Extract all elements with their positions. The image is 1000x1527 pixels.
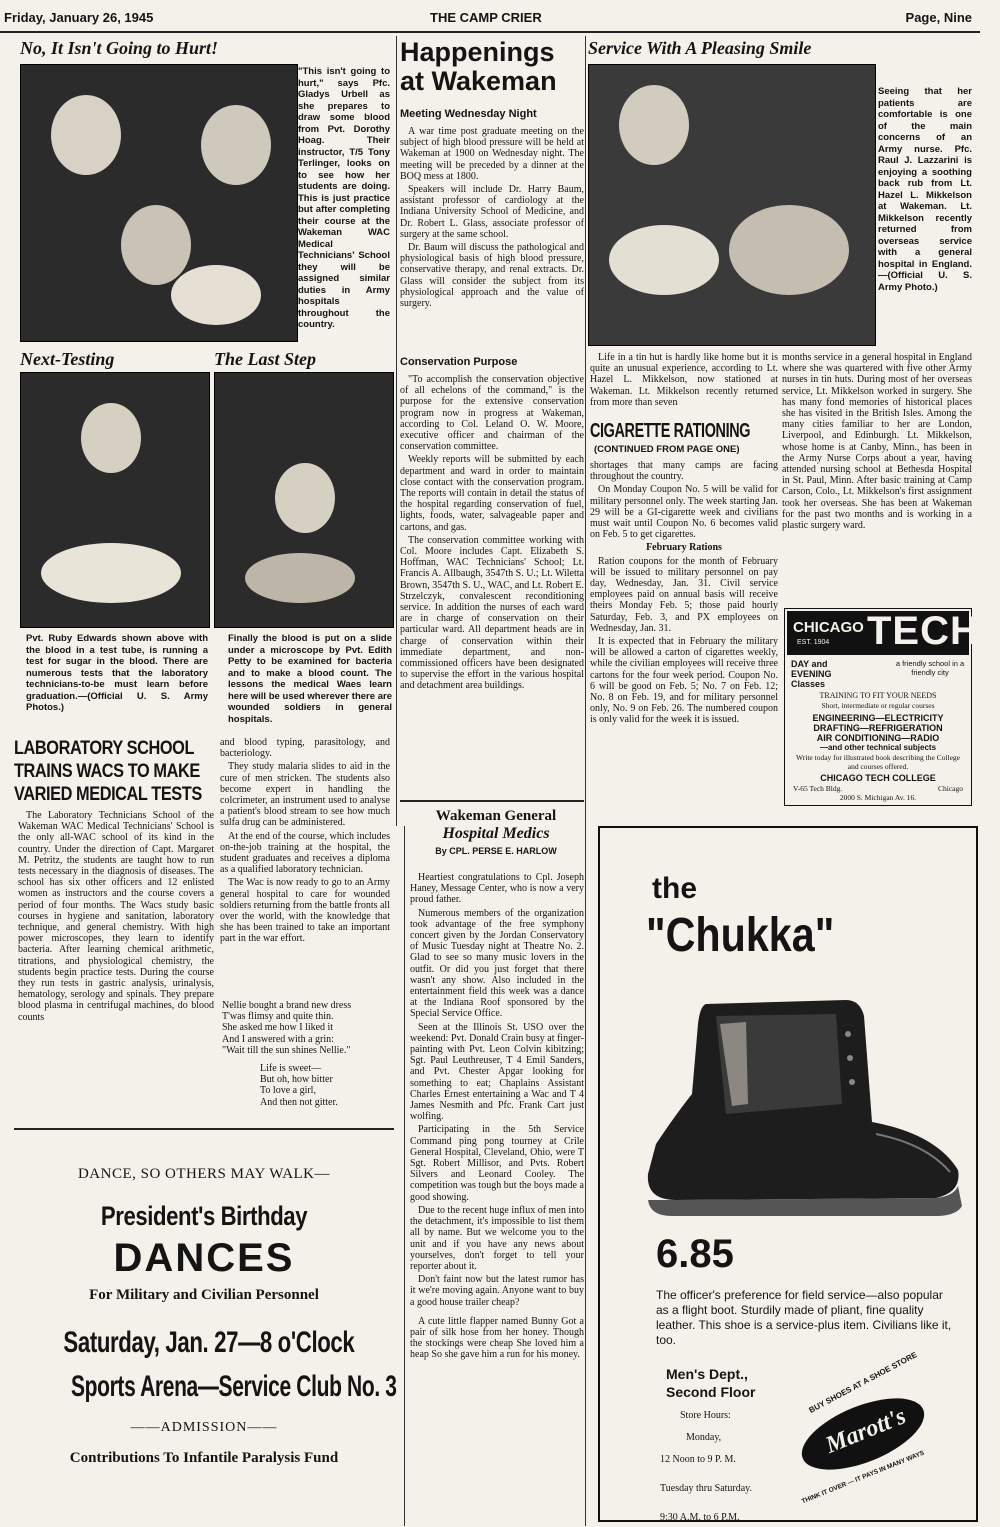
header-date: Friday, January 26, 1945 xyxy=(4,10,154,25)
wakeman-sub2: Conservation Purpose xyxy=(400,356,518,368)
marotts-logo xyxy=(788,1350,938,1508)
medics-title xyxy=(408,808,584,864)
service-col1-text: Life in a tin hut is hardly like home but it is quite an unusual experience, according to Lt. Hazel L. Mikkelson, now stationed at Wakeman. Lt. Mikkelson recently returned from more than seven xyxy=(590,352,778,408)
lab-col2d: The Wac is now ready to go to an Army general hospital to care for wounded soldiers returning from the battle fronts all over the world, with the knowledge that she has been trained to take an important part in the war effort. xyxy=(220,877,390,945)
chukka-name: "Chukka" xyxy=(646,909,835,962)
wakeman-p1: A war time post graduate meeting on the subject of high blood pressure will be held at Wakeman at 1900 on Wednesday night. The meeting will be preceded by a dinner at the BOQ mess at 1800. xyxy=(400,126,584,182)
wakeman-headline-1: Happenings xyxy=(400,37,555,67)
cigarette-p1: shortages that many camps are facing throughout the country. xyxy=(590,460,778,483)
cigarette-body xyxy=(590,460,778,816)
medics-body xyxy=(410,872,584,1522)
chukka-h1: Monday, xyxy=(686,1432,722,1443)
wakeman-p3: Dr. Baum will discuss the pathological and physiological basis of high blood pressure, conservative therapy, and renal extracts. Dr. Glass will consider the subject from its physiological approach and the value of surgery. xyxy=(400,242,584,310)
marotts-bottom: THINK IT OVER — IT PAYS IN MANY WAYS xyxy=(800,1449,926,1506)
tech-training: TRAINING TO FIT YOUR NEEDS xyxy=(819,691,937,700)
poem-line: Life is sweet— xyxy=(260,1063,322,1075)
hurt-title: No, It Isn't Going to Hurt! xyxy=(20,38,219,58)
lab-col2a: and blood typing, parasitology, and bacteriology. xyxy=(220,737,390,760)
dance-line4: For Military and Civilian Personnel xyxy=(89,1287,319,1303)
last-step-title: The Last Step xyxy=(214,349,316,369)
chukka-hours: Store Hours: xyxy=(680,1410,731,1421)
tech-short: Short, intermediate or regular courses xyxy=(821,701,935,710)
wakeman-body1 xyxy=(400,126,584,352)
medics-byline: By CPL. PERSE E. HARLOW xyxy=(435,846,557,856)
poem-line: But oh, how bitter xyxy=(260,1074,333,1086)
chukka-ad xyxy=(598,826,978,1522)
next-testing-photo xyxy=(20,372,210,628)
lab-col2b: They study malaria slides to aid in the cure of men stricken. The students also become expert in handling the colcrimeter, an instrument used to analyse a patient's blood stream to see how much sulfa drug can be administered. xyxy=(220,761,390,829)
wakeman-p4: "To accomplish the conservation objective of all echelons of the command," is the purpose for the extensive conservation program now in progress at Wakeman, according to Col. Leland O. W. Moore, executive officer and chairman of the conservation committee. xyxy=(400,374,584,453)
chukka-desc: The officer's preference for field service—also popular as a flight boot. Sturdily made of pliant, fine quality leather. This shoe is a service-plus item. Civilians like it, too. xyxy=(656,1288,952,1347)
tech-addr3: 2000 S. Michigan Av. 16. xyxy=(839,793,917,802)
poem-line: T'was flimsy and quite thin. xyxy=(222,1011,334,1023)
wakeman-headline-2: at Wakeman xyxy=(400,66,557,96)
lab-school-col2 xyxy=(220,737,390,1017)
wakeman-p2: Speakers will include Dr. Harry Baum, assistant professor of cardiology at the Indiana University School of Medicine, and Dr. Robert L. Glass, associate professor of surgery at the same school. xyxy=(400,184,584,240)
marotts-name: Marott's xyxy=(821,1403,910,1459)
dance-line2: President's Birthday xyxy=(100,1201,308,1231)
section-rule xyxy=(400,800,584,802)
tech-line1: ENGINEERING—ELECTRICITY xyxy=(812,713,944,723)
lab-col2c: At the end of the course, which includes on-the-job training at the hospital, the student graduates and receives a diploma as a qualified laboratory technician. xyxy=(220,830,390,876)
next-testing-caption: Pvt. Ruby Edwards shown above with the blood in a test tube, is running a test for sugar in the blood. There are numerous tests that the laboratory technicians-to-be must learn before graduation.—(Official U. S. Army Photos.) xyxy=(26,633,208,713)
dance-ad xyxy=(14,1160,397,1520)
medics-p2: Numerous members of the organization took advantage of the free symphony concert given by the Jordan Conservatory of Music Tuesday night at Theatre No. 2. Glad to see so many music lovers in the outfit. Or did you just forget that there wasn't any show. Also included in the entertainment field this week was a dance at the Indiana Roof sponsored by the Special Service Office. xyxy=(410,907,584,1020)
medics-p6: Don't faint now but the latest rumor has it we're moving again. Anyone want to buy a good house trailer cheap? xyxy=(410,1274,584,1308)
cigarette-p2: On Monday Coupon No. 5 will be valid for military personnel only. The week starting Jan. 29 will be a GI-cigarette week and civilians must wait until Coupon No. 6 becomes valid on Feb. 5 to get cigarettes. xyxy=(590,484,778,541)
lab-school-col1 xyxy=(18,810,214,1122)
marotts-top: BUY SHOES AT A SHOE STORE xyxy=(807,1350,919,1415)
poem-line: Nellie bought a brand new dress xyxy=(222,1000,352,1011)
next-testing-title: Next-Testing xyxy=(20,349,115,369)
lab-headline-line: TRAINS WACS TO MAKE xyxy=(14,761,200,782)
service-col1 xyxy=(590,352,778,416)
poem-line: And I answered with a grin: xyxy=(222,1033,334,1045)
page-header xyxy=(0,10,1000,30)
chukka-the: the xyxy=(652,872,697,905)
tech-addr2: Chicago xyxy=(938,784,963,793)
tech-chicago: CHICAGO xyxy=(793,619,864,636)
poem-line: "Wait till the sun shines Nellie." xyxy=(222,1044,351,1056)
column-rule xyxy=(404,826,405,1526)
medics-title-1: Wakeman General xyxy=(435,808,557,824)
chukka-boot-image xyxy=(636,994,966,1224)
tech-line4: —and other technical subjects xyxy=(819,743,937,752)
section-rule xyxy=(14,1128,394,1130)
chukka-dept1: Men's Dept., xyxy=(666,1366,748,1382)
hurt-photo xyxy=(20,64,298,342)
chukka-h3: Tuesday thru Saturday. xyxy=(660,1483,753,1494)
wakeman-sub1: Meeting Wednesday Night xyxy=(400,108,537,120)
lab-headline-line: VARIED MEDICAL TESTS xyxy=(14,784,202,805)
wakeman-p6: The conservation committee working with Col. Moore includes Capt. Elizabeth S. Hoffman, WAC Technicians' School; Lt. Francis A. Allbaugh, 3547th S. U.; Lt. Wiletta Brown, 3547th S. U., WAC, and Lt. Robert E. Strzelczyk, convalescent reconditioning service. In addition the nurses of each ward are in charge of conservation on their particular ward. All department heads are in charge of conservation within their immediate department, and non-commissioned officers have been designated to supervise the effort in the various hospital and detachment area buildings. xyxy=(400,534,584,692)
poem xyxy=(222,1000,392,1122)
column-rule xyxy=(396,36,397,826)
tech-day: DAY and xyxy=(791,659,828,669)
wakeman-headline xyxy=(400,38,584,102)
tech-tech: TECH xyxy=(867,609,980,653)
wakeman-body2 xyxy=(400,374,584,798)
tech-classes: Classes xyxy=(791,679,826,689)
tech-college: CHICAGO TECH COLLEGE xyxy=(820,773,936,783)
chukka-h2: 12 Noon to 9 P. M. xyxy=(660,1454,736,1465)
chukka-dept2: Second Floor xyxy=(666,1384,756,1400)
medics-p4: Participating in the 5th Service Command ping pong tourney at Crile General Hospital, Cleveland, Ohio, were T Sgt. Robert Millisor, and Pvts. Robert Silvers and Leonard Cooley. The competition was tough but the boys made a good showing. xyxy=(410,1124,584,1203)
medics-title-2: Hospital Medics xyxy=(442,825,550,842)
service-col2 xyxy=(782,352,972,584)
medics-p5: Due to the recent huge influx of men into the detachment, it's impossible to list them all by name. But we welcome you to the unit and if you have any news about yourselves, don't forget to tell your reporter about it. xyxy=(410,1204,584,1272)
lab-school-headline xyxy=(14,737,214,807)
last-step-caption: Finally the blood is put on a slide under a microscope by Pvt. Edith Petty to be examined for bacteria and to make a blood count. The lessons the medical Waes learn here will be used wherever there are wounded soldiers in general hospitals. xyxy=(228,633,392,725)
poem-line: She asked me how I liked it xyxy=(222,1022,334,1034)
cigarette-p4: It is expected that in February the military will be allowed a carton of cigarettes weekly, while the civilian employees will receive three cartons for the four week period. Coupon No. 6 will be good on Feb. 5; No. 7 on Feb. 12; No. 8 on Feb. 19, and for military personnel only, No. 9 on Feb. 26. The numbered coupon is only valid for the week it is issued. xyxy=(590,636,778,726)
cigarette-continued: (CONTINUED FROM PAGE ONE) xyxy=(594,444,740,455)
cigarette-p3: Ration coupons for the month of February will be issued to military personnel on pay day, Wednesday, Jan. 31. Civil service employees paid on annual basis will receive theirs Monday Feb. 5; those paid hourly Saturday, Feb. 3, and PX employees on Wednesday, Jan. 31. xyxy=(590,555,778,634)
service-col2-text: months service in a general hospital in England where she was quartered with five other Army nurses in tin huts. During most of her overseas service, Lt. Mikkelson worked in surgery. She has many fond memories of historical places she has visited in the British Isles. Among the many cities familiar to her are London, Liverpool, and Edinburgh. Lt. Mikkelson, whose home is at Canby, Minn., has been in the Army Nurse Corps about a year, having attended nursing school at Bethesda Hospital in St. Paul, Minn. After basic training at Camp Carson, Colo., Lt. Mikkelson's first assignment took her overseas. She has been at Wakeman for the past two months and is working in a plastic surgery ward. xyxy=(782,352,972,532)
tech-est: EST. 1904 xyxy=(797,639,830,646)
header-rule xyxy=(0,31,980,33)
tech-line2: DRAFTING—REFRIGERATION xyxy=(813,723,943,733)
cigarette-sub: February Rations xyxy=(646,542,722,554)
lab-col1-text: The Laboratory Technicians School of the Wakeman WAC Medical Technicians' School is the only all-WAC school of its kind in the country. Under the direction of Capt. Margaret M. Petritz, the students are taught how to run tests necessary in the diagnosis of diseases. The school has six other officers and 12 enlisted women as instructors and the course covers a period of four months. The Wacs study basic courses in hygiene and sanitation, laboratory technique, and general chemistry. With high power microscopes, they learn to identify bacteria. After learning chemical arithmetic, titrations, and physiological chemistry, the students begin practice tests. During the course they run tests in gastric analysis, urinalysis, hematology, serology and spinals. They prepare blood plasma in centrifugal machines, do blood counts xyxy=(18,810,214,1023)
tech-line5: Write today for illustrated book describing the College and courses offered. xyxy=(795,753,961,771)
service-photo xyxy=(588,64,876,346)
dance-line1: DANCE, SO OTHERS MAY WALK— xyxy=(77,1166,331,1182)
cigarette-headline: CIGARETTE RATIONING xyxy=(590,420,751,442)
tech-friendly: a friendly school in a friendly city xyxy=(895,659,965,677)
chukka-h4: 9:30 A.M. to 6 P.M. xyxy=(660,1512,740,1523)
dance-line8: Contributions To Infantile Paralysis Fund xyxy=(69,1450,339,1466)
column-rule xyxy=(585,36,586,1526)
chukka-price: 6.85 xyxy=(656,1232,734,1276)
poem-line: To love a girl, xyxy=(260,1085,316,1097)
medics-p7: A cute little flapper named Bunny Got a pair of silk hose from her honey. Though the stockings were cheap She loved him a heap So she gave him a run for his money. xyxy=(410,1315,584,1361)
dance-line5: Saturday, Jan. 27—8 o'Clock xyxy=(63,1326,355,1359)
wakeman-p5: Weekly reports will be submitted by each department and ward in order to maintain close contact with the conservation program. The reports will contain in detail the status of the hospital regarding conservation of fuel, lights, foods, water, salvageable paper and cartons, and gas. xyxy=(400,454,584,533)
dance-line6: Sports Arena—Service Club No. 3 xyxy=(71,1370,397,1403)
dance-line7: ——ADMISSION—— xyxy=(130,1420,278,1435)
last-step-photo xyxy=(214,372,394,628)
tech-addr1: V-65 Tech Bldg. xyxy=(793,784,843,793)
dance-line3: DANCES xyxy=(113,1236,295,1280)
service-title: Service With A Pleasing Smile xyxy=(588,38,812,58)
lab-headline-line: LABORATORY SCHOOL xyxy=(14,738,195,759)
poem-line: And then not gitter. xyxy=(260,1096,338,1108)
chicago-tech-ad xyxy=(784,608,980,806)
header-paper: THE CAMP CRIER xyxy=(430,10,542,25)
medics-p1: Heartiest congratulations to Cpl. Joseph Haney, Message Center, who is now a very proud father. xyxy=(410,872,584,906)
medics-p3: Seen at the Illinois St. USO over the weekend: Pvt. Donald Crain busy at finger-painting with Pvt. Leon Colvin kibitzing; Sgt. Paul Leuthreuser, T 4 Emil Sanders, and Pvt. Chester Apgar looking for something to eat; Chaplains Assistant Charles Ernest entertaining a Wac and T 4 James Nesmith and Pfc. Frank Cart just wolfing. xyxy=(410,1021,584,1123)
service-caption: Seeing that her patients are comfortable is one of the main concerns of an Army nurse. Pfc. Raul J. Lazzarini is enjoying a soothing back rub from Lt. Hazel L. Mikkelson at Wakeman. Lt. Mikkelson recently returned from overseas service with a general hospital in England. —(Official U. S. Army Photo.) xyxy=(878,86,972,293)
hurt-caption: "This isn't going to hurt," says Pfc. Gladys Urbell as she prepares to draw some blood from Pvt. Dorothy Hoag. Their instructor, T/5 Tony Terlinger, looks on to see how her students are doing. This is just practice but after completing their course at the Wakeman WAC Medical Technicians' School they will be assigned similar duties in Army hospitals throughout the country. xyxy=(298,66,390,330)
tech-banner xyxy=(787,609,980,655)
tech-line3: AIR CONDITIONING—RADIO xyxy=(816,733,940,743)
header-page: Page, Nine xyxy=(905,10,972,25)
tech-evening: EVENING xyxy=(791,669,832,679)
